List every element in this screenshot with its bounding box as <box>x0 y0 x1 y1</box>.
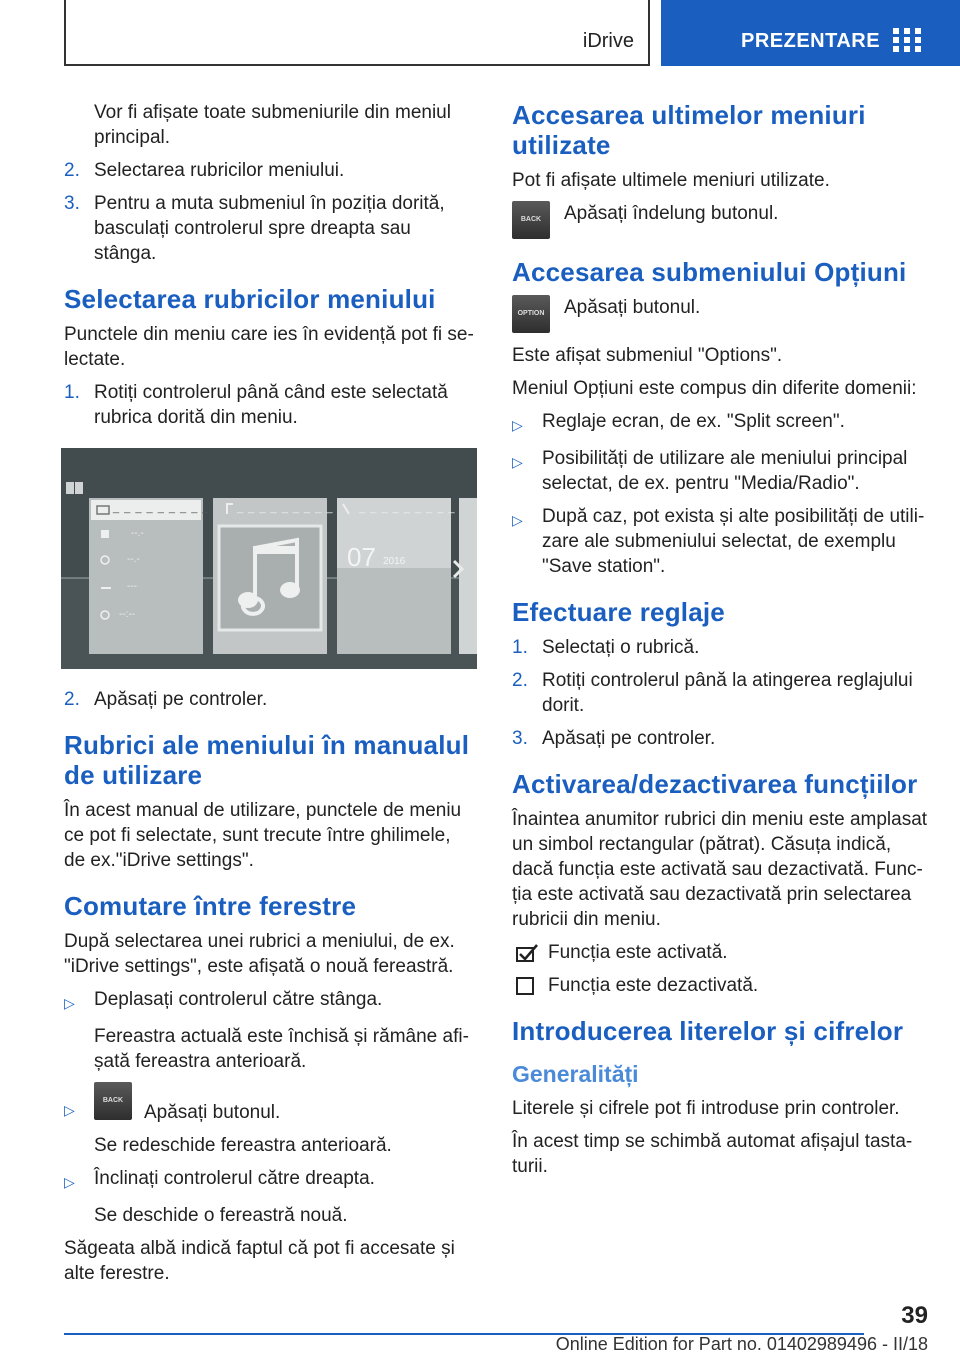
figure-dashes: _ _ _ _ _ _ _ _ _ <box>359 502 456 514</box>
step-number: 1. <box>512 637 528 658</box>
triangle-bullet-icon: ▷ <box>64 1174 75 1190</box>
select-text: Punctele din meniu care ies în evidență pot fi selectate. <box>64 324 474 370</box>
heading-manual-items: Rubrici ale meniului în manualul de utilizare <box>64 730 470 790</box>
recent-menus-text: Pot fi afișate ultimele meniuri utilizate. <box>512 170 830 191</box>
figure-row-value: --- <box>127 581 137 592</box>
header-chapter-label: PREZENTARE <box>741 30 881 52</box>
arrow-text: Săgeata albă indică faptul că pot fi accesate și alte ferestre. <box>64 1238 455 1284</box>
figure-dashes: _ _ _ _ _ _ _ _ _ <box>237 502 334 514</box>
step-text: Selectați o rubrică. <box>542 637 700 658</box>
step-number: 2. <box>64 689 80 710</box>
step-text: Apăsați pe controler. <box>542 728 716 749</box>
step-number: 3. <box>512 728 528 749</box>
list-item <box>64 380 476 430</box>
heading-recent-menus: Accesarea ultimelor meniuri utilizate <box>512 100 866 160</box>
step-number: 2. <box>64 160 80 181</box>
page-number: 39 <box>901 1302 928 1329</box>
step-text: Apăsați pe controler. <box>94 689 268 710</box>
triangle-bullet-icon: ▷ <box>64 1102 75 1118</box>
step-number: 3. <box>64 193 80 214</box>
bullet-text: Deplasați controlerul către stânga. <box>94 989 383 1010</box>
unchecked-box-icon <box>516 977 538 995</box>
list-item <box>512 446 928 496</box>
header-chapter-tab[interactable] <box>661 0 960 66</box>
toggle-functions-text: Înaintea anumitor rubrici din meniu este amplasat un simbol rectangular (pătrat). Căsuța indică, dacă funcția este activată sau dezactivată. Funcția este activată sau dezactivată prin selectarea rubricii din meniu. <box>512 809 928 930</box>
list-item <box>64 158 476 183</box>
bullet-text: Apăsați butonul. <box>144 1102 281 1123</box>
icon-instruction-text: Apăsați butonul. <box>564 297 701 318</box>
list-item <box>512 635 928 660</box>
step-number: 2. <box>512 670 528 691</box>
idrive-screen-figure <box>61 448 477 669</box>
figure-dashes: _ _ _ _ _ _ _ _ _ <box>113 502 210 514</box>
heading-options-submenu: Accesarea submeniului Opțiuni <box>512 257 907 287</box>
icon-instruction <box>512 201 928 239</box>
right-column <box>512 82 928 1187</box>
figure-clock-time: 07 <box>347 542 376 572</box>
checkbox-off-text: Funcția este dezactivată. <box>548 975 759 996</box>
options-text: Meniul Opțiuni este compus din diferite domenii: <box>512 378 917 399</box>
intro-text: Vor fi afișate toate submeniurile din meniul principal. <box>94 102 451 148</box>
list-item <box>64 687 476 712</box>
heading-input-letters: Introducerea literelor și cifrelor <box>512 1016 904 1046</box>
bullet-text: După caz, pot exista și alte posibilități de utilizare ale submeniului selectat, de exemplu "Save station". <box>542 506 925 577</box>
bullet-text: Înclinați controlerul către dreapta. <box>94 1168 375 1189</box>
options-text: Este afișat submeniul "Options". <box>512 345 783 366</box>
idrive-screen-background <box>61 448 477 669</box>
step-text: Selectarea rubricilor meniului. <box>94 160 345 181</box>
grid-icon <box>893 28 921 52</box>
figure-row-value: --:-- <box>119 609 136 620</box>
triangle-bullet-icon: ▷ <box>512 454 523 470</box>
manual-items-text: În acest manual de utilizare, punctele de meniu ce pot fi selectate, sunt trecute între ghilimele, de ex."iDrive settings". <box>64 800 462 871</box>
bullet-subtext: Se redeschide fereastra anterioară. <box>94 1135 392 1156</box>
triangle-bullet-icon: ▷ <box>512 512 523 528</box>
bullet-subtext: Se deschide o fereastră nouă. <box>94 1205 348 1226</box>
triangle-bullet-icon: ▷ <box>64 995 75 1011</box>
icon-instruction-text: Apăsați îndelung butonul. <box>564 203 779 224</box>
back-button-icon: BACK <box>94 1082 132 1120</box>
header-section-title: iDrive <box>582 30 634 52</box>
list-item <box>512 409 928 438</box>
checkbox-legend-off <box>512 973 928 998</box>
heading-settings: Efectuare reglaje <box>512 597 725 627</box>
left-column <box>64 100 476 1294</box>
footer-edition: Online Edition for Part no. 01402989496 - II/18 <box>555 1334 928 1354</box>
header-section-box <box>64 0 650 66</box>
bullet-text: Reglaje ecran, de ex. "Split screen". <box>542 411 845 432</box>
step-text: Pentru a muta submeniul în poziția dorită, basculați controlerul spre dreapta sau stânga. <box>94 193 445 264</box>
list-item <box>512 504 928 579</box>
option-button-icon: OPTION <box>512 295 550 333</box>
figure-clock-year: 2016 <box>383 556 406 567</box>
heading-switch-windows: Comutare între ferestre <box>64 891 357 921</box>
heading-toggle-functions: Activarea/dezactivarea funcțiilor <box>512 769 918 799</box>
checkbox-on-text: Funcția este activată. <box>548 942 728 963</box>
back-button-icon: BACK <box>512 201 550 239</box>
figure-row-value: --.- <box>127 554 140 565</box>
bullet-subtext: Fereastra actuală este închisă și rămâne afișată fereastra anterioară. <box>94 1026 469 1072</box>
list-item <box>64 1082 476 1125</box>
figure-row-value: --.- <box>131 528 144 539</box>
general-text: În acest timp se schimbă automat afișajul tastaturii. <box>512 1131 913 1177</box>
bullet-text: Posibilități de utilizare ale meniului principal selectat, de ex. pentru "Media/Radio". <box>542 448 908 494</box>
icon-instruction <box>512 295 928 333</box>
checked-box-icon <box>516 944 538 962</box>
list-item <box>512 726 928 751</box>
subheading-general: Generalități <box>512 1061 639 1087</box>
step-text: Rotiți controlerul până când este selectată rubrica dorită din meniu. <box>94 382 448 428</box>
switch-windows-text: După selectarea unei rubrici a meniului, de ex. "iDrive settings", este afișată o nouă fereastră. <box>64 931 455 977</box>
general-text: Literele și cifrele pot fi introduse prin controler. <box>512 1098 900 1119</box>
step-text: Rotiți controlerul până la atingerea reglajului dorit. <box>542 670 913 716</box>
list-item <box>64 1166 476 1195</box>
list-item <box>64 191 476 266</box>
step-number: 1. <box>64 382 80 403</box>
triangle-bullet-icon: ▷ <box>512 417 523 433</box>
list-item <box>512 668 928 718</box>
heading-select-items: Selectarea rubricilor meniului <box>64 284 436 314</box>
checkbox-legend-on <box>512 940 928 965</box>
list-item <box>64 987 476 1016</box>
